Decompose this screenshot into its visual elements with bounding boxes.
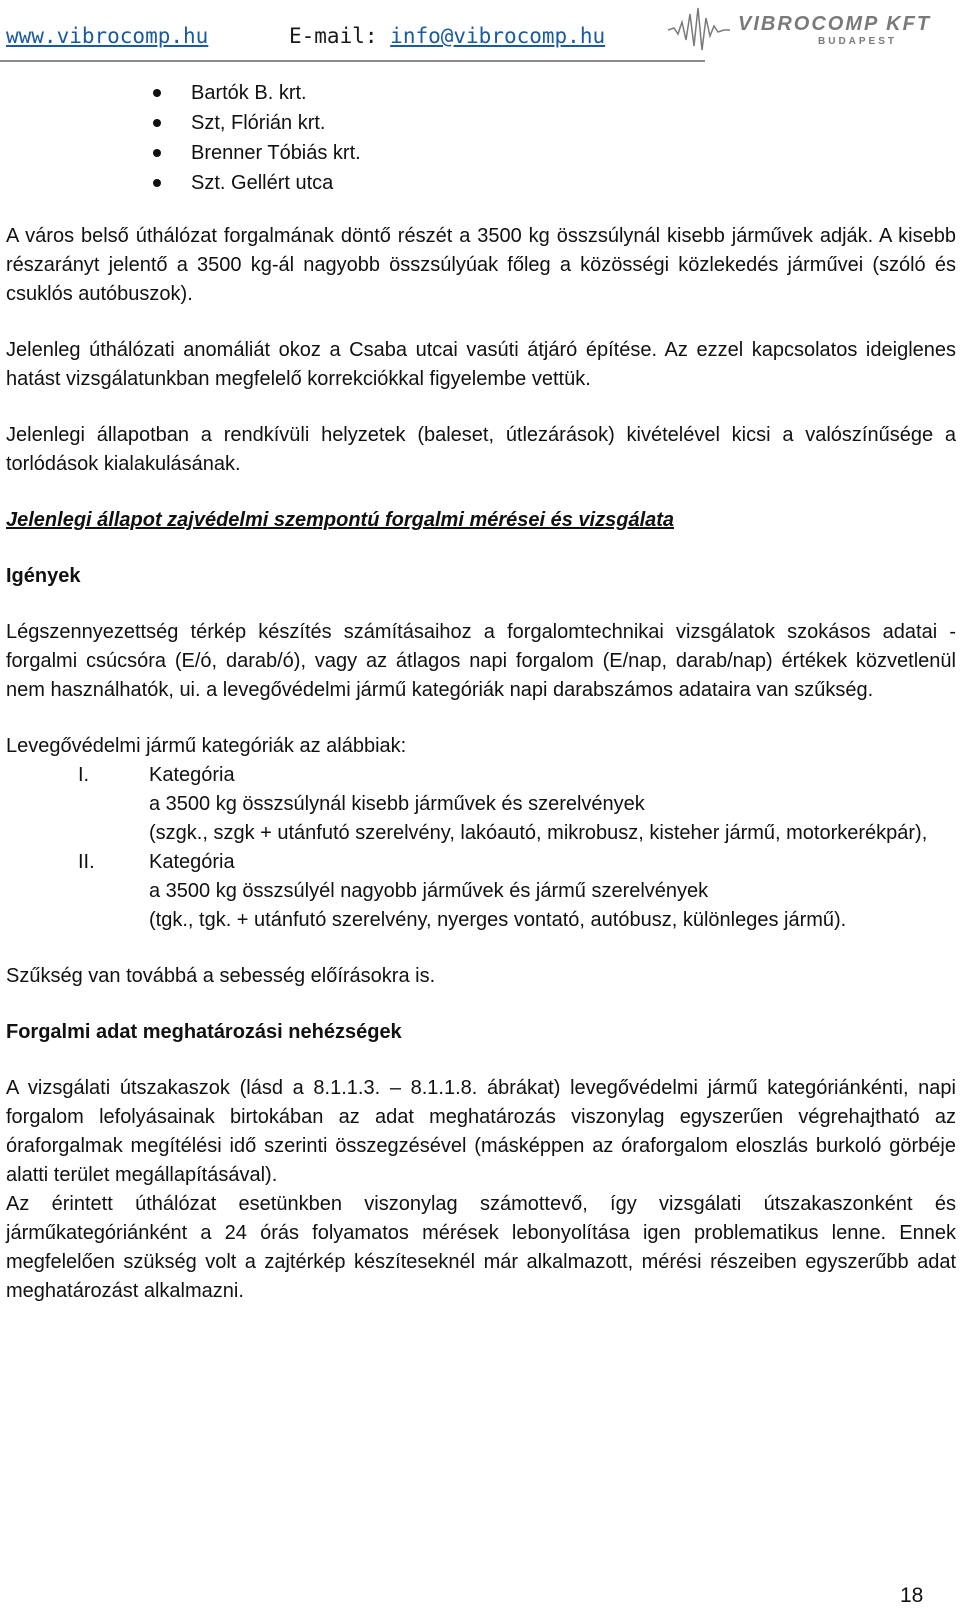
document-body <box>6 78 956 1333</box>
paragraph-congestion: Jelenlegi állapotban a rendkívüli helyzetek (baleset, útlezárások) kivételével kicsi a valószínűsége a torlódások kialakulásának. <box>6 424 956 475</box>
list-item-text: Szt. Gellért utca <box>191 172 334 194</box>
logo-waveform <box>668 8 730 50</box>
list-item-text: Bartók B. krt. <box>191 82 307 104</box>
list-item <box>6 138 956 168</box>
logo-subtitle: BUDAPEST <box>818 36 898 47</box>
email-link[interactable]: info@vibrocomp.hu <box>390 24 606 48</box>
paragraph-difficulties-1: A vizsgálati útszakaszok (lásd a 8.1.1.3. – 8.1.1.8. ábrákat) levegővédelmi jármű kategóriánkénti, napi forgalom lefolyásainak birtokában az adat meghatározás viszonylag egyszerűen végrehajtható az óraforgalmak megítélési idő szerinti összegzésével (másképpen az óraforgalom eloszlás burkoló görbéje alatti terület megállapításával). <box>6 1077 956 1186</box>
category-line: a 3500 kg összsúlyél nagyobb járművek és jármű szerelvények <box>149 880 709 902</box>
paragraph-speed: Szűkség van továbbá a sebesség előírásokra is. <box>6 965 436 987</box>
email-label-text: E-mail: <box>289 24 378 48</box>
category-item <box>6 761 956 848</box>
list-item <box>6 168 956 198</box>
email-label <box>289 24 605 48</box>
paragraph-needs: Légszennyezettség térkép készítés számításaihoz a forgalomtechnikai vizsgálatok szokásos adatai - forgalmi csúcsóra (E/ó, darab/ó), vagy az átlagos napi forgalom (E/nap, darab/nap) értékek közvetlenül nem használhatók, ui. a levegővédelmi jármű kategóriák napi darabszámos adataira van szűkség. <box>6 621 956 701</box>
category-title: Kategória <box>149 851 235 873</box>
category-examples: (tgk., tgk. + utánfutó szerelvény, nyerges vontató, autóbusz, különleges jármű). <box>149 909 847 931</box>
category-list <box>6 732 956 935</box>
category-line: a 3500 kg összsúlynál kisebb járművek és szerelvények <box>149 793 645 815</box>
list-item-text: Brenner Tóbiás krt. <box>191 142 361 164</box>
bullet-icon <box>153 179 161 187</box>
website-link[interactable]: www.vibrocomp.hu <box>6 24 209 48</box>
subheading-difficulties: Forgalmi adat meghatározási nehézségek <box>6 1021 402 1043</box>
category-item <box>6 848 956 935</box>
paragraph-anomaly: Jelenleg úthálózati anomáliát okoz a Csaba utcai vasúti átjáró építése. Az ezzel kapcsolatos ideiglenes hatást vizsgálatunkban megfelelő korrekciókkal figyelembe vettük. <box>6 339 956 390</box>
page-header <box>0 0 960 62</box>
list-item <box>6 108 956 138</box>
header-divider <box>0 60 705 62</box>
bullet-icon <box>153 89 161 97</box>
bullet-icon <box>153 149 161 157</box>
paragraph-traffic-share: A város belső úthálózat forgalmának döntő részét a 3500 kg összsúlynál kisebb járművek adják. A kisebb részarányt jelentő a 3500 kg-ál nagyobb összsúlyúak főleg a közösségi közlekedés járművei (szóló és csuklós autóbuszok). <box>6 225 956 305</box>
list-item-text: Szt, Flórián krt. <box>191 112 326 134</box>
logo-title: VIBROCOMP KFT <box>738 13 932 35</box>
category-number: I. <box>78 764 90 786</box>
category-title: Kategória <box>149 764 235 786</box>
category-examples: (szgk., szgk + utánfutó szerelvény, lakóautó, mikrobusz, kisteher jármű, motorkerékpár), <box>149 822 928 844</box>
street-list <box>6 78 956 198</box>
category-intro: Levegővédelmi jármű kategóriák az alábbiak: <box>6 735 407 757</box>
page-number: 18 <box>900 1584 924 1607</box>
section-heading: Jelenlegi állapot zajvédelmi szempontú forgalmi mérései és vizsgálata <box>6 509 675 531</box>
list-item <box>6 78 956 108</box>
paragraph-difficulties-2: Az érintett úthálózat esetünkben viszonylag számottevő, így vizsgálati útszakaszonként és járműkategóriánként a 24 órás folyamatos mérések lebonyolítása igen problematikus lenne. Ennek megfelelően szükség volt a zajtérkép készíteseknél már alkalmazott, mérési részeiben egyszerűbb adat meghatározást alkalmazni. <box>6 1193 956 1302</box>
subheading-needs: Igények <box>6 565 81 587</box>
category-number: II. <box>78 851 95 873</box>
vibrocomp-logo <box>668 0 960 62</box>
bullet-icon <box>153 119 161 127</box>
